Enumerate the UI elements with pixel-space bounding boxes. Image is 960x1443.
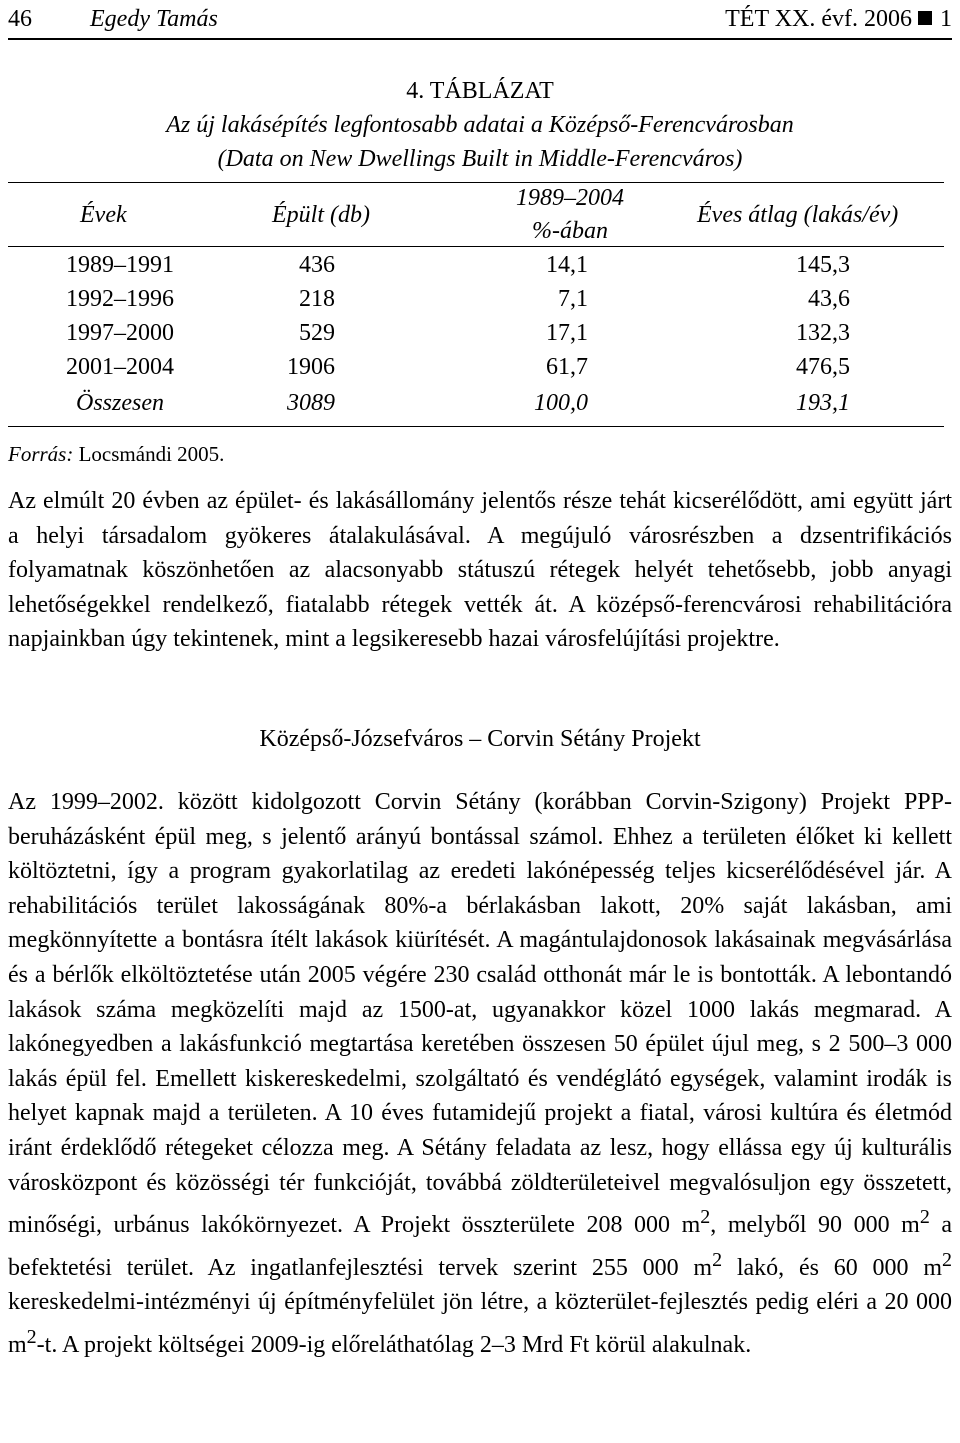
paragraph-text: -t. A projekt költségei 2009-ig előreláthatólag 2–3 Mrd Ft körül alakulnak. [36, 1331, 752, 1358]
page-number: 46 [8, 6, 32, 32]
body-paragraph: Az elmúlt 20 évben az épület- és lakásállomány jelentős része tehát kicserélődött, ami együtt járt a helyi társadalom gyökeres átalakulásával. A megújuló városrészben a dzsentrifikációs folyamatnak köszönhetően az alacsonyabb státuszú rétegek helyét tehetősebb, jobb anyagi lehetőségekkel rendelkező, fiatalabb rétegek vették át. A középső-ferencvárosi rehabilitációra napjainkban úgy tekintenek, mint a legsikeresebb hazai városfelújítási projektre. [8, 488, 952, 653]
table-title-en: (Data on New Dwellings Built in Middle-Ferencváros) [217, 146, 743, 172]
cell-annual: 193,1 [796, 390, 850, 416]
cell-built: 436 [299, 252, 335, 278]
running-author: Egedy Tamás [90, 6, 218, 32]
running-header [8, 4, 952, 38]
header-rule [8, 38, 952, 40]
col-header-percent-bottom: %-ában [532, 218, 608, 244]
source-text: Locsmándi 2005. [78, 442, 225, 466]
body-paragraph [8, 785, 952, 1363]
table-header-rule [8, 246, 944, 247]
issue-number: 1 [940, 6, 952, 32]
col-header-annual: Éves átlag (lakás/év) [697, 202, 899, 228]
superscript: 2 [919, 1206, 930, 1229]
section-title: Középső-Józsefváros – Corvin Sétány Projekt [259, 726, 701, 752]
col-header-years: Évek [80, 202, 127, 228]
journal-reference [725, 4, 952, 34]
paragraph-text: Az 1999–2002. között kidolgozott Corvin Sétány (korábban Corvin-Szigony) Projekt PPP-beruházásként épül meg, s jelentő arányú bontással számol. Ehhez a területen élőket ki kellett költöztetni, így a program gyakorlatilag az eredeti lakónépesség teljes kicserélődésével jár. A rehabilitációs terület lakosságának 80%-a bérlakásban lakott, 20% saját lakásban, ami megkönnyítette a bontásra ítélt lakások kiürítését. A magántulajdonosok lakásainak megvásárlása és a bérlők elköltöztetése után 2005 végére 230 család otthonát már le is bontották. A lebontandó lakások száma megközelíti majd az 1500-at, ugyanakkor közel 1000 lakás megmarad. A lakónegyedben a lakásfunkció megtartása keretében összesen 50 épület újul meg, s 2 500–3 000 lakás épül fel. Emellett kiskereskedelmi, szolgáltató és vendéglátó egységek, valamint irodák is helyet kapnak majd a területen. A 10 éves futamidejű projekt a fiatal, városi kultúra és életmód iránt érdeklődő rétegeket célozza meg. A Sétány feladata az lesz, hogy ellássa egy új kulturális városközpont és közösségi tér funkcióját, továbbá zöldterületeivel megvalósuljon egy összetett, minőségi, urbánus lakókörnyezet. A Projekt összterülete 208 000 m [8, 789, 952, 1239]
journal-name: TÉT XX. évf. 2006 [725, 6, 912, 32]
table-number: 4. TÁBLÁZAT [406, 78, 554, 104]
cell-percent: 7,1 [558, 286, 588, 312]
cell-annual: 43,6 [808, 286, 850, 312]
table-source [8, 440, 224, 468]
superscript: 2 [26, 1325, 37, 1348]
col-header-percent-top: 1989–2004 [516, 185, 624, 211]
table-title-hu: Az új lakásépítés legfontosabb adatai a Középső-Ferencvárosban [166, 112, 794, 138]
cell-built: 529 [299, 320, 335, 346]
cell-percent: 100,0 [534, 390, 588, 416]
superscript: 2 [712, 1248, 723, 1271]
cell-built: 3089 [287, 390, 335, 416]
cell-built: 218 [299, 286, 335, 312]
paragraph-text: , melyből 90 000 m [710, 1212, 920, 1239]
paragraph-text: a befektetési terület. Az ingatlanfejlesztési tervek szerint 255 000 m [8, 1212, 953, 1281]
cell-years: 1989–1991 [66, 252, 174, 278]
superscript: 2 [700, 1206, 711, 1229]
cell-years: 2001–2004 [66, 354, 174, 380]
cell-built: 1906 [287, 354, 335, 380]
square-bullet-icon [918, 11, 932, 25]
source-label: Forrás: [8, 442, 74, 466]
paragraph-text: lakó, és 60 000 m [722, 1254, 942, 1281]
cell-percent: 61,7 [546, 354, 588, 380]
col-header-built: Épült (db) [272, 202, 370, 228]
cell-annual: 145,3 [796, 252, 850, 278]
cell-annual: 132,3 [796, 320, 850, 346]
cell-years: 1997–2000 [66, 320, 174, 346]
cell-percent: 14,1 [546, 252, 588, 278]
cell-percent: 17,1 [546, 320, 588, 346]
superscript: 2 [942, 1248, 952, 1271]
cell-annual: 476,5 [796, 354, 850, 380]
cell-years: 1992–1996 [66, 286, 174, 312]
table-bottom-rule [8, 426, 944, 427]
paragraph-text: kereskedelmi-intézményi új építményfelület jön létre, a közterület-fejlesztés pedig eléri a 20 000 m [8, 1289, 952, 1358]
cell-years: Összesen [76, 390, 164, 416]
